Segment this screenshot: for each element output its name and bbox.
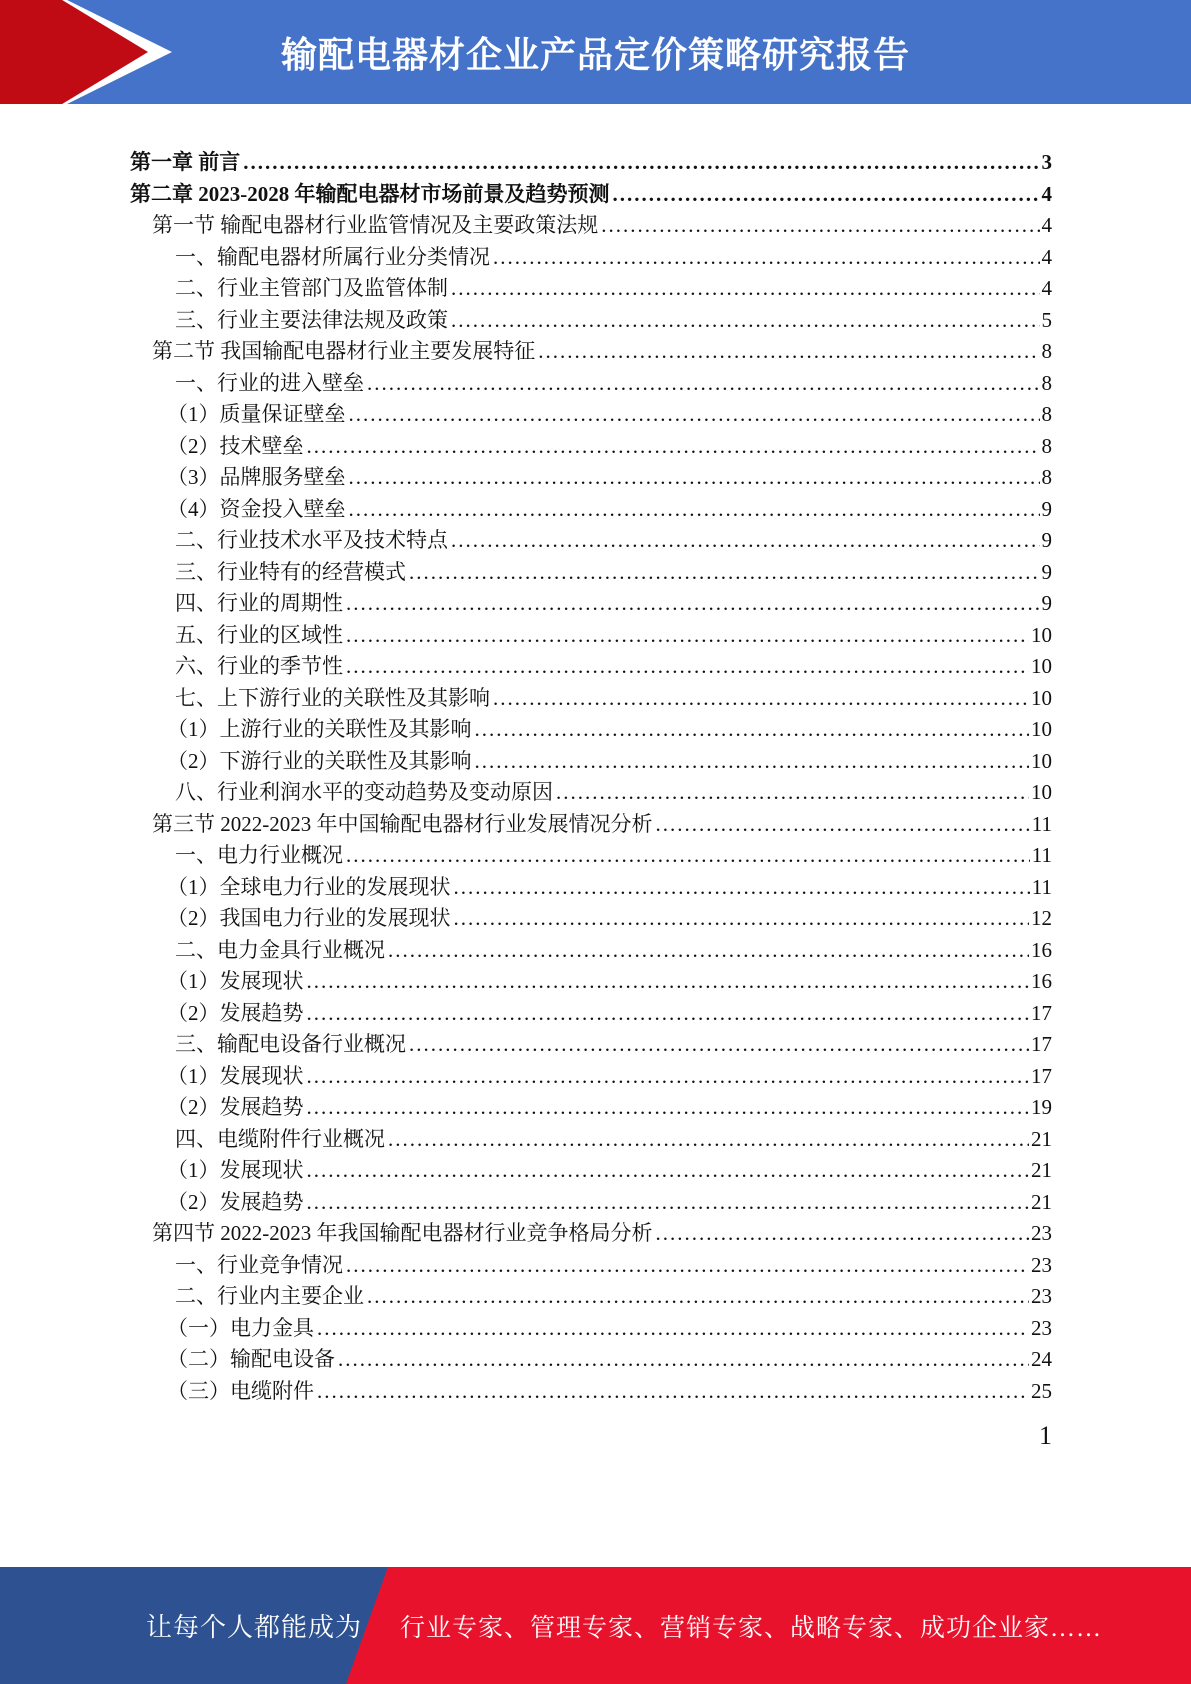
toc-entry[interactable] — [130, 368, 1052, 400]
toc-entry-page: 8 — [1041, 339, 1052, 363]
toc-entry-page: 11 — [1031, 843, 1052, 867]
toc-entry[interactable] — [130, 746, 1052, 778]
toc-leader-dots — [409, 1029, 1029, 1061]
toc-entry[interactable] — [130, 399, 1052, 431]
toc-entry-label: （二）输配电设备 — [167, 1347, 335, 1371]
toc-entry-page: 23 — [1031, 1315, 1052, 1340]
toc-entry[interactable] — [130, 777, 1052, 809]
toc-entry-label: 第二章 2023-2028 年输配电器材市场前景及趋势预测 — [130, 181, 610, 206]
toc-entry-page: 9 — [1041, 528, 1052, 552]
toc-entry-page: 21 — [1031, 1158, 1052, 1182]
toc-list — [130, 147, 1052, 1407]
toc-entry-label: 五、行业的区域性 — [175, 622, 343, 647]
toc-leader-dots — [307, 1061, 1030, 1093]
toc-entry[interactable] — [130, 683, 1052, 715]
toc-entry-label: 一、行业的进入壁垒 — [175, 370, 364, 395]
toc-entry[interactable] — [130, 179, 1052, 211]
toc-entry[interactable] — [130, 336, 1052, 368]
toc-entry[interactable] — [130, 525, 1052, 557]
toc-leader-dots — [451, 273, 1040, 305]
toc-leader-dots — [656, 1218, 1030, 1250]
toc-entry[interactable] — [130, 1187, 1052, 1219]
toc-entry[interactable] — [130, 242, 1052, 274]
toc-entry-page: 4 — [1041, 276, 1052, 300]
toc-entry-label: 一、行业竞争情况 — [175, 1252, 343, 1277]
toc-entry[interactable] — [130, 1281, 1052, 1313]
toc-entry[interactable] — [130, 147, 1052, 179]
toc-entry[interactable] — [130, 966, 1052, 998]
toc-entry-page: 10 — [1031, 748, 1052, 773]
toc-entry-label: 第四节 2022-2023 年我国输配电器材行业竞争格局分析 — [152, 1221, 653, 1245]
toc-entry-page: 21 — [1031, 1189, 1052, 1214]
toc-entry-label: 四、行业的周期性 — [175, 591, 343, 615]
toc-entry-label: 第二节 我国输配电器材行业主要发展特征 — [152, 339, 536, 363]
toc-leader-dots — [349, 494, 1040, 526]
toc-entry[interactable] — [130, 1155, 1052, 1187]
toc-entry[interactable] — [130, 1376, 1052, 1408]
toc-entry-page: 25 — [1031, 1378, 1052, 1403]
toc-leader-dots — [346, 651, 1029, 683]
toc-entry-label: 三、输配电设备行业概况 — [175, 1032, 406, 1056]
toc-leader-dots — [451, 525, 1040, 557]
toc-leader-dots — [454, 903, 1030, 935]
toc-leader-dots — [317, 1376, 1029, 1408]
toc-entry-label: （2）发展趋势 — [167, 1189, 304, 1214]
toc-entry[interactable] — [130, 809, 1052, 841]
toc-entry[interactable] — [130, 1313, 1052, 1345]
toc-entry-label: （1）发展现状 — [167, 1158, 304, 1182]
toc-leader-dots — [538, 336, 1039, 368]
toc-entry-page: 19 — [1031, 1095, 1052, 1119]
toc-entry-page: 17 — [1031, 1032, 1052, 1056]
toc-entry-page: 5 — [1041, 307, 1052, 332]
toc-entry-label: （1）质量保证壁垒 — [167, 402, 346, 426]
toc-entry-page: 23 — [1031, 1284, 1052, 1308]
toc-entry-label: （3）品牌服务壁垒 — [167, 465, 346, 489]
toc-entry-label: 第一章 前言 — [130, 150, 241, 174]
toc-entry[interactable] — [130, 1250, 1052, 1282]
toc-leader-dots — [493, 683, 1029, 715]
toc-leader-dots — [409, 557, 1040, 589]
toc-leader-dots — [475, 714, 1030, 746]
toc-leader-dots — [307, 1187, 1030, 1219]
toc-entry-page: 16 — [1031, 969, 1052, 993]
toc-leader-dots — [307, 1155, 1030, 1187]
toc-entry-page: 23 — [1031, 1221, 1052, 1245]
toc-leader-dots — [346, 840, 1030, 872]
report-header — [0, 0, 1191, 104]
toc-entry-label: 第三节 2022-2023 年中国输配电器材行业发展情况分析 — [152, 811, 653, 836]
toc-entry-page: 8 — [1041, 402, 1052, 426]
toc-leader-dots — [346, 620, 1029, 652]
toc-leader-dots — [454, 872, 1030, 904]
toc-entry-page: 10 — [1031, 780, 1052, 804]
toc-leader-dots — [307, 431, 1040, 463]
toc-leader-dots — [475, 746, 1030, 778]
toc-leader-dots — [367, 1281, 1029, 1313]
toc-entry[interactable] — [130, 305, 1052, 337]
toc-entry-label: （2）我国电力行业的发展现状 — [167, 906, 451, 930]
toc-entry[interactable] — [130, 462, 1052, 494]
toc-entry-label: 一、电力行业概况 — [175, 843, 343, 867]
toc-entry[interactable] — [130, 620, 1052, 652]
toc-entry-label: 四、电缆附件行业概况 — [175, 1126, 385, 1151]
toc-leader-dots — [493, 242, 1040, 274]
toc-entry-label: （1）上游行业的关联性及其影响 — [167, 717, 472, 741]
toc-entry-label: （2）发展趋势 — [167, 1000, 304, 1025]
toc-leader-dots — [367, 368, 1040, 400]
toc-entry-page: 11 — [1031, 811, 1052, 836]
toc-leader-dots — [349, 399, 1040, 431]
toc-entry-page: 21 — [1031, 1126, 1052, 1151]
toc-entry-page: 8 — [1041, 465, 1052, 489]
toc-leader-dots — [346, 588, 1040, 620]
toc-entry-page: 10 — [1031, 685, 1052, 710]
page-footer — [0, 1567, 1191, 1684]
toc-entry[interactable] — [130, 651, 1052, 683]
footer-left-text: 让每个人都能成为 — [146, 1613, 363, 1642]
toc-entry[interactable] — [130, 1344, 1052, 1376]
toc-entry-page: 11 — [1031, 874, 1052, 899]
page-number: 1 — [1039, 1421, 1052, 1450]
toc-entry-label: 八、行业利润水平的变动趋势及变动原因 — [175, 780, 553, 804]
toc-leader-dots — [346, 1250, 1029, 1282]
toc-entry-label: （一）电力金具 — [167, 1315, 314, 1340]
toc-entry-page: 10 — [1031, 654, 1052, 678]
toc-entry-page: 8 — [1041, 433, 1052, 458]
toc-entry-label: （1）全球电力行业的发展现状 — [167, 874, 451, 899]
toc-leader-dots — [338, 1344, 1029, 1376]
toc-leader-dots — [388, 1124, 1029, 1156]
toc-entry-page: 9 — [1041, 591, 1052, 615]
toc-entry[interactable] — [130, 557, 1052, 589]
toc-entry-page: 4 — [1041, 244, 1052, 269]
toc-entry-page: 4 — [1041, 181, 1052, 206]
toc-leader-dots — [656, 809, 1030, 841]
toc-leader-dots — [388, 935, 1029, 967]
toc-entry-label: （4）资金投入壁垒 — [167, 496, 346, 521]
toc-entry-label: 二、行业技术水平及技术特点 — [175, 528, 448, 552]
toc-leader-dots — [613, 179, 1040, 211]
toc-entry-page: 23 — [1031, 1252, 1052, 1277]
toc-entry-page: 12 — [1031, 906, 1052, 930]
toc-entry-label: （1）发展现状 — [167, 1063, 304, 1088]
toc-entry[interactable] — [130, 903, 1052, 935]
toc-entry-label: 三、行业主要法律法规及政策 — [175, 307, 448, 332]
toc-leader-dots — [243, 147, 1039, 179]
toc-entry-page: 16 — [1031, 937, 1052, 962]
toc-entry-page: 10 — [1031, 622, 1052, 647]
toc-entry[interactable] — [130, 840, 1052, 872]
toc-entry-label: （2）下游行业的关联性及其影响 — [167, 748, 472, 773]
toc-entry-page: 9 — [1041, 559, 1052, 584]
toc-entry[interactable] — [130, 494, 1052, 526]
toc-entry[interactable] — [130, 273, 1052, 305]
toc-entry[interactable] — [130, 998, 1052, 1030]
toc-entry[interactable] — [130, 714, 1052, 746]
toc-leader-dots — [349, 462, 1040, 494]
toc-entry[interactable] — [130, 588, 1052, 620]
toc-entry-label: 七、上下游行业的关联性及其影响 — [175, 685, 490, 710]
toc-entry-label: （2）发展趋势 — [167, 1095, 304, 1119]
toc-entry-page: 8 — [1041, 370, 1052, 395]
toc-leader-dots — [556, 777, 1029, 809]
toc-entry-label: 二、电力金具行业概况 — [175, 937, 385, 962]
toc-entry-label: （三）电缆附件 — [167, 1378, 314, 1403]
toc-entry-label: （2）技术壁垒 — [167, 433, 304, 458]
toc-entry[interactable] — [130, 1092, 1052, 1124]
toc-leader-dots — [307, 966, 1030, 998]
toc-entry-label: 一、输配电器材所属行业分类情况 — [175, 244, 490, 269]
toc-entry-page: 17 — [1031, 1063, 1052, 1088]
toc-leader-dots — [307, 1092, 1030, 1124]
toc-entry-label: 第一节 输配电器材行业监管情况及主要政策法规 — [152, 213, 599, 237]
toc-entry[interactable] — [130, 431, 1052, 463]
toc-entry[interactable] — [130, 210, 1052, 242]
toc-entry[interactable] — [130, 1124, 1052, 1156]
toc-entry-label: （1）发展现状 — [167, 969, 304, 993]
toc-entry-page: 3 — [1041, 150, 1052, 174]
toc-entry[interactable] — [130, 1061, 1052, 1093]
footer-right-text: 行业专家、管理专家、营销专家、战略专家、成功企业家…… — [400, 1614, 1103, 1642]
toc-leader-dots — [307, 998, 1030, 1030]
toc-entry-label: 三、行业特有的经营模式 — [175, 559, 406, 584]
toc-entry-page: 17 — [1031, 1000, 1052, 1025]
toc-entry-page: 4 — [1041, 213, 1052, 237]
toc-entry-page: 10 — [1031, 717, 1052, 741]
toc-entry-page: 24 — [1031, 1347, 1052, 1371]
toc-leader-dots — [601, 210, 1039, 242]
toc-entry-page: 9 — [1041, 496, 1052, 521]
toc-entry-label: 六、行业的季节性 — [175, 654, 343, 678]
toc-leader-dots — [451, 305, 1040, 337]
toc-entry-label: 二、行业主管部门及监管体制 — [175, 276, 448, 300]
toc-entry[interactable] — [130, 1029, 1052, 1061]
toc-entry[interactable] — [130, 935, 1052, 967]
toc-entry-label: 二、行业内主要企业 — [175, 1284, 364, 1308]
report-title: 输配电器材企业产品定价策略研究报告 — [280, 33, 910, 75]
toc-leader-dots — [317, 1313, 1029, 1345]
toc-entry[interactable] — [130, 872, 1052, 904]
toc-entry[interactable] — [130, 1218, 1052, 1250]
